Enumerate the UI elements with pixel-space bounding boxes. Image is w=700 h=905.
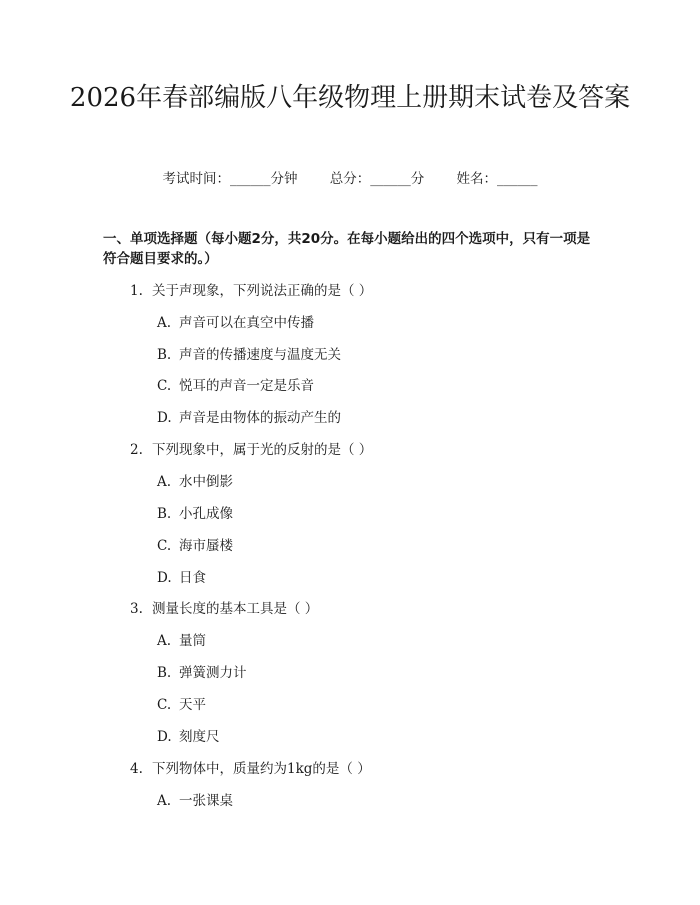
question-4-stem (130, 760, 371, 778)
option-text: 量筒 (179, 633, 206, 649)
question-3-option-c (157, 696, 206, 714)
option-text: 海市蜃楼 (179, 538, 233, 554)
option-letter: C. (157, 538, 172, 554)
option-letter: D. (157, 729, 172, 745)
question-number: 1. (130, 283, 143, 299)
option-letter: A. (157, 474, 172, 490)
option-text: 天平 (179, 697, 206, 713)
option-letter: D. (157, 410, 172, 426)
question-number: 3. (130, 601, 143, 617)
option-text: 水中倒影 (179, 474, 233, 490)
option-letter: C. (157, 378, 172, 394)
question-1-option-b (157, 346, 341, 364)
option-text: 一张课桌 (179, 793, 233, 809)
question-2-option-b (157, 505, 233, 523)
exam-meta (0, 170, 700, 188)
option-text: 小孔成像 (179, 506, 233, 522)
option-letter: B. (157, 665, 172, 681)
option-text: 声音是由物体的振动产生的 (179, 410, 341, 426)
question-3-option-d (157, 728, 220, 746)
page-title: 2026年春部编版八年级物理上册期末试卷及答案 (69, 83, 631, 113)
option-text: 刻度尺 (179, 729, 220, 745)
question-1-option-c (157, 377, 314, 395)
option-text: 日食 (179, 570, 206, 586)
question-text: 下列物体中，质量约为1kg的是（ ） (152, 761, 371, 777)
question-2-stem (130, 441, 372, 459)
question-2-option-c (157, 537, 233, 555)
question-2-option-a (157, 473, 233, 491)
question-4-option-a (157, 792, 233, 810)
question-2-option-d (157, 569, 206, 587)
option-text: 悦耳的声音一定是乐音 (179, 378, 314, 394)
option-letter: A. (157, 633, 172, 649)
option-text: 声音的传播速度与温度无关 (179, 347, 341, 363)
question-3-stem (130, 600, 318, 618)
option-letter: C. (157, 697, 172, 713)
total-score-label: 总分：______分 (329, 171, 425, 187)
option-letter: A. (157, 793, 172, 809)
option-letter: A. (157, 315, 172, 331)
question-text: 测量长度的基本工具是（ ） (152, 601, 319, 617)
question-3-option-b (157, 664, 247, 682)
question-3-option-a (157, 632, 206, 650)
option-letter: D. (157, 570, 172, 586)
option-text: 弹簧测力计 (179, 665, 247, 681)
question-text: 关于声现象，下列说法正确的是（ ） (152, 283, 373, 299)
question-1-option-a (157, 314, 314, 332)
section-heading-single-choice: 一、单项选择题（每小题2分，共20分。在每小题给出的四个选项中，只有一项是符合题目要求的。） (103, 231, 591, 267)
option-letter: B. (157, 506, 172, 522)
option-text: 声音可以在真空中传播 (179, 315, 314, 331)
question-text: 下列现象中，属于光的反射的是（ ） (152, 442, 373, 458)
exam-time-label: 考试时间：______分钟 (162, 171, 298, 187)
question-1-option-d (157, 409, 341, 427)
question-1-stem (130, 282, 372, 300)
option-letter: B. (157, 347, 172, 363)
student-name-label: 姓名：______ (456, 171, 538, 187)
question-number: 4. (130, 761, 143, 777)
question-number: 2. (130, 442, 143, 458)
